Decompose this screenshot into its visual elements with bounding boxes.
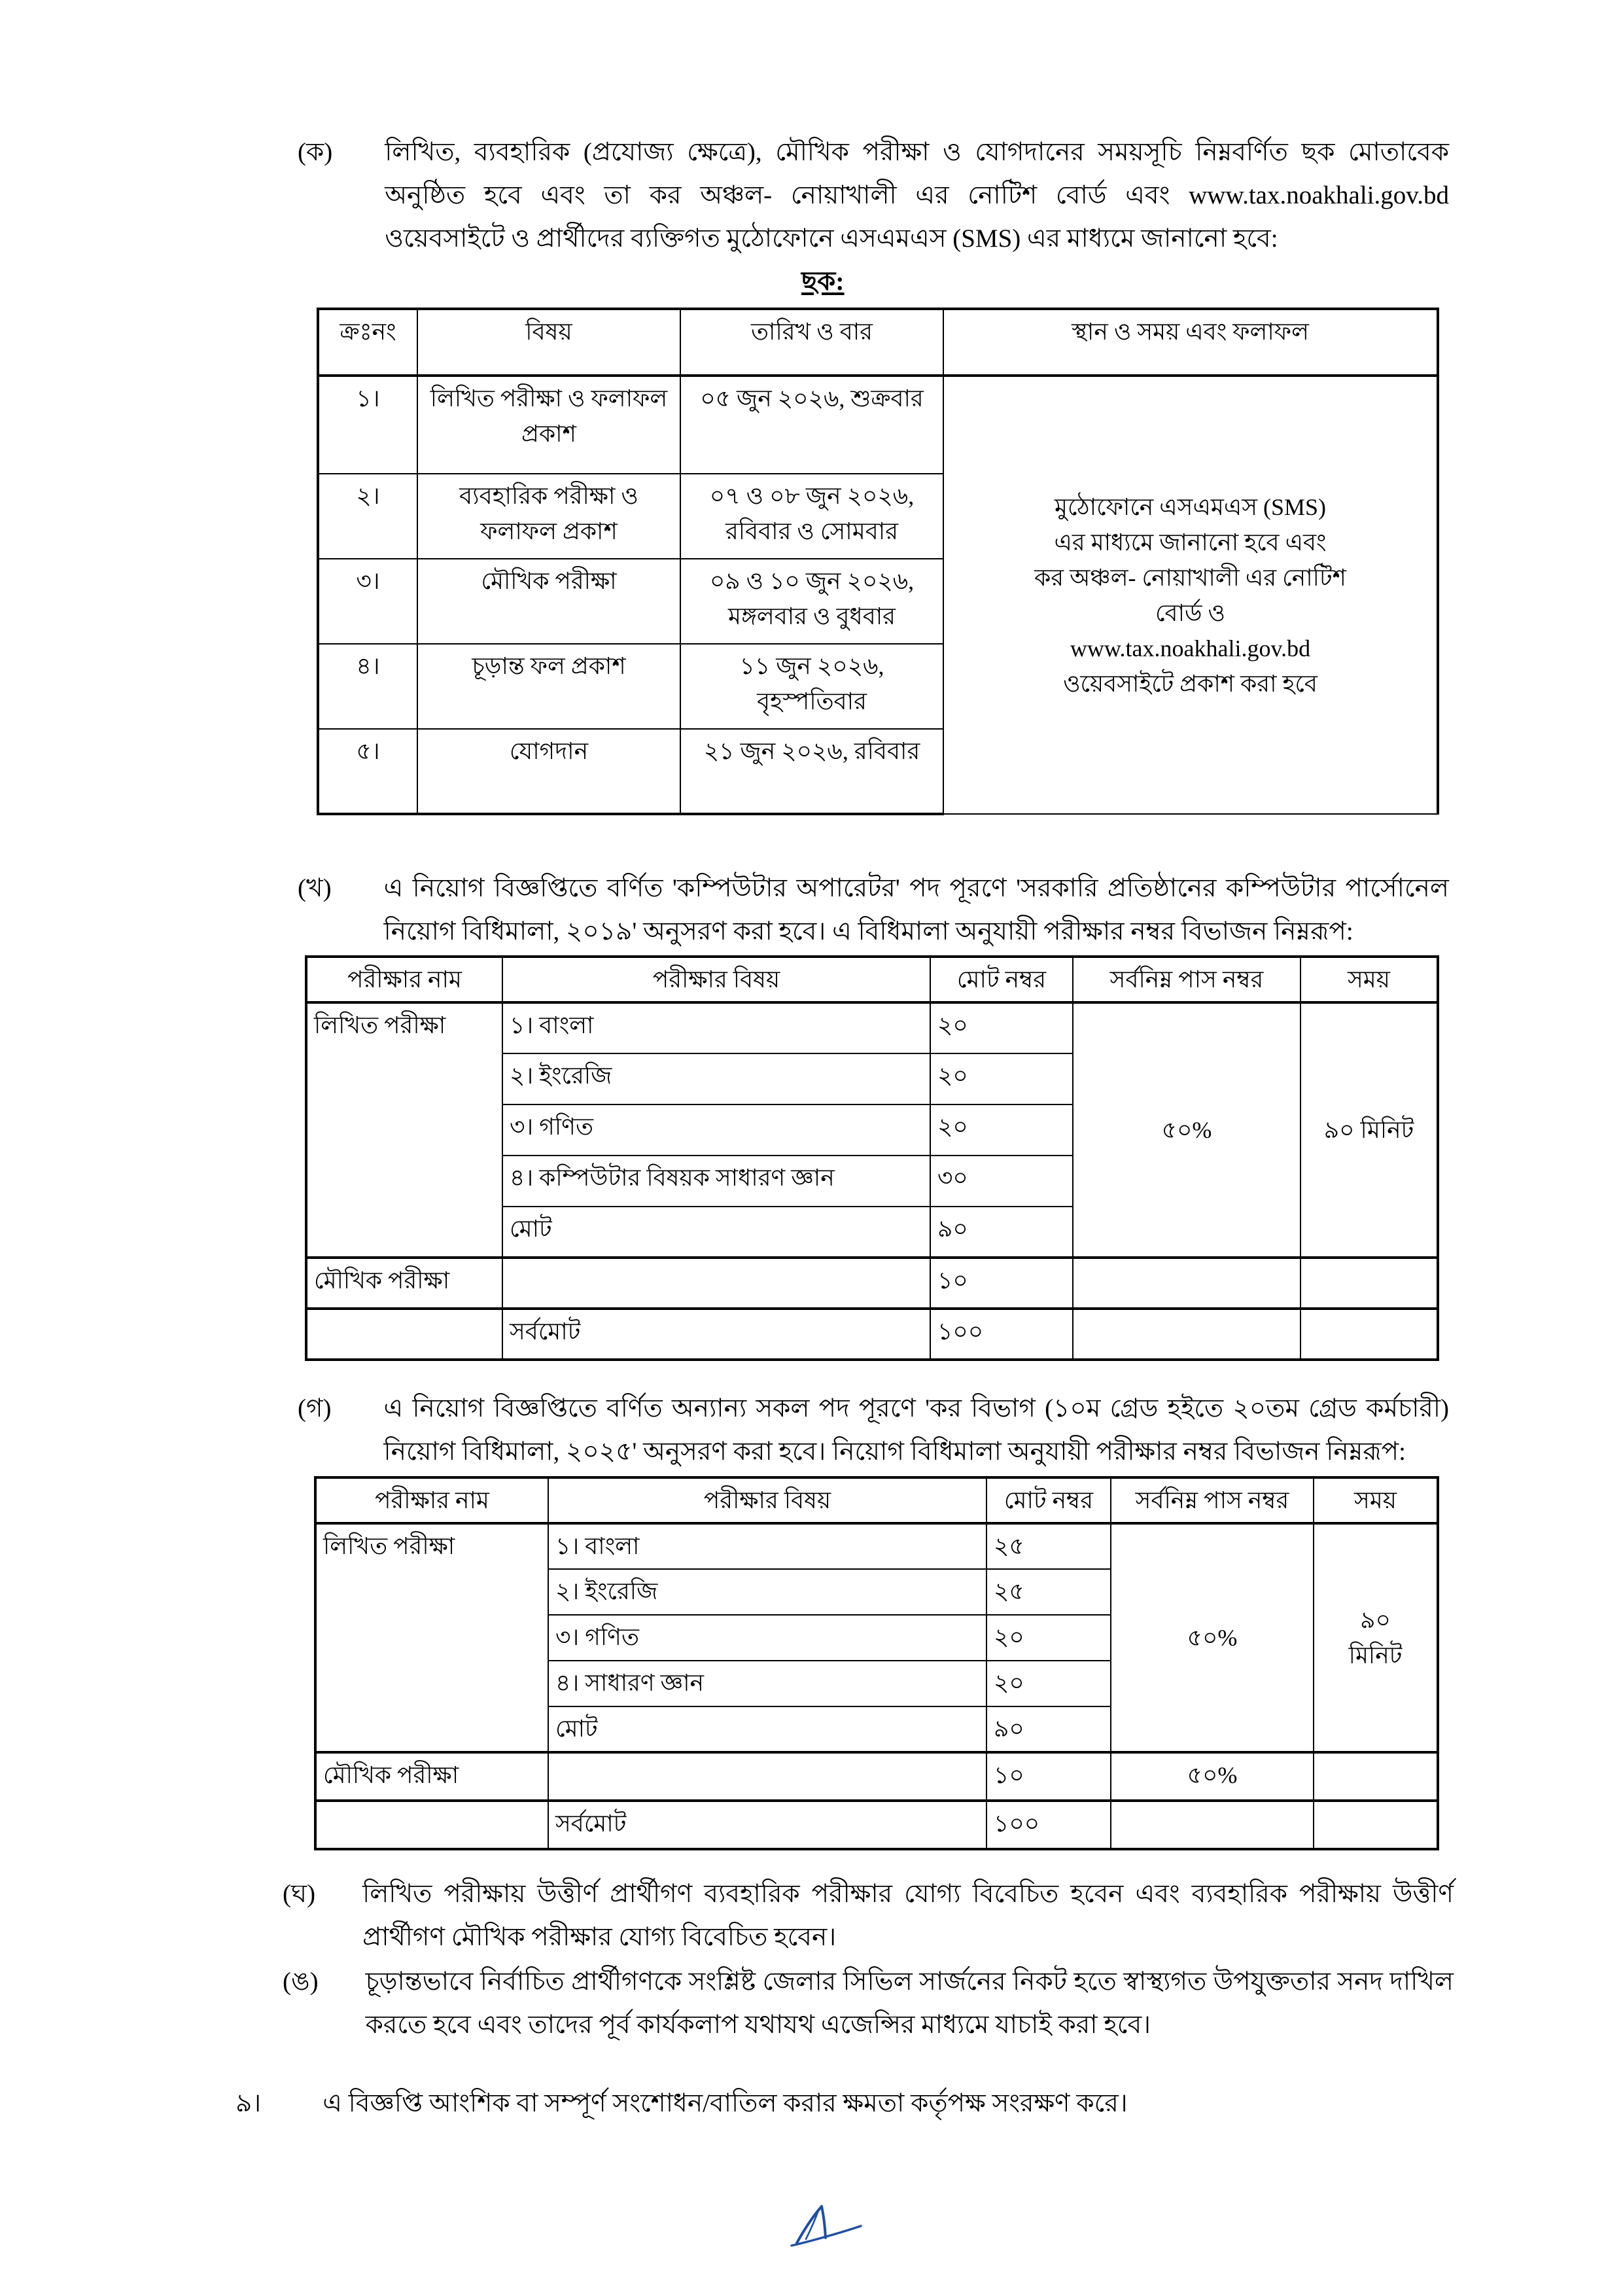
cell-pass-mark-written: ৫০%: [1073, 1002, 1300, 1258]
chart-caption: ছক:: [801, 266, 845, 296]
clause-ga-body: [384, 1387, 1449, 1474]
cell-grand-total-time: [1300, 1309, 1438, 1360]
cell-subject: ব্যবহারিক পরীক্ষা ও ফলাফল প্রকাশ: [417, 474, 680, 559]
clause-nine-body: [323, 2082, 1452, 2125]
table-row: [306, 1258, 1438, 1309]
table-marks-general-header-row: [315, 1477, 1438, 1523]
cell-marks-viva: ১০: [986, 1752, 1111, 1801]
clause-ka: [298, 131, 1449, 260]
cell-subject: ১। বাংলা: [502, 1002, 930, 1053]
cell-time-viva: [1314, 1752, 1438, 1801]
col-header-total-marks: মোট নম্বর: [986, 1477, 1111, 1523]
table-marks-general: [314, 1476, 1439, 1850]
cell-time-written: [1314, 1523, 1438, 1752]
clause-nine-marker: ৯।: [236, 2089, 262, 2117]
col-header-min-pass-marks: সর্বনিম্ন পাস নম্বর: [1111, 1477, 1314, 1523]
cell-subject: ৪। কম্পিউটার বিষয়ক সাধারণ জ্ঞান: [502, 1156, 930, 1207]
cell-marks: ৯০: [986, 1706, 1111, 1752]
time-written-line-2: মিনিট: [1348, 1642, 1403, 1669]
cell-subject-viva: [548, 1752, 986, 1801]
cell-grand-total-label: সর্বমোট: [502, 1309, 930, 1360]
col-header-serial: ক্রঃনং: [318, 309, 417, 376]
clause-ga: [298, 1387, 1449, 1474]
cell-subject: লিখিত পরীক্ষা ও ফলাফল প্রকাশ: [417, 376, 680, 474]
col-header-exam-name: পরীক্ষার নাম: [315, 1477, 548, 1523]
cell-exam-name-written: লিখিত পরীক্ষা: [306, 1002, 502, 1258]
clause-kha-line-1: এ নিয়োগ বিজ্ঞপ্তিতে বর্ণিত 'কম্পিউটার অপারেটর' পদ পূরণে 'সরকারি প্রতিষ্ঠানের কম্পিউটার পার্সোনেল: [383, 874, 1449, 902]
cell-pass-mark-viva: [1073, 1258, 1300, 1309]
cell-marks: ২০: [930, 1104, 1073, 1156]
table-schedule: [317, 308, 1439, 815]
cell-date: ২১ জুন ২০২৬, রবিবার: [680, 729, 943, 814]
cell-marks: ২৫: [986, 1569, 1111, 1615]
cell-serial: ৪।: [318, 644, 417, 729]
col-header-exam-subject: পরীক্ষার বিষয়: [548, 1477, 986, 1523]
cell-subject: ৪। সাধারণ জ্ঞান: [548, 1661, 986, 1706]
clause-gha-line-2: প্রার্থীগণ মৌখিক পরীক্ষার যোগ্য বিবেচিত হবেন।: [362, 1923, 837, 1951]
clause-ga-line-2: নিয়োগ বিধিমালা, ২০২৫' অনুসরণ করা হবে। নিয়োগ বিধিমালা অনুযায়ী পরীক্ষার নম্বর বিভাজন নিম্নরূপ:: [383, 1438, 1406, 1466]
cell-marks-viva: ১০: [930, 1258, 1073, 1309]
note-line-5-website: www.tax.noakhali.gov.bd: [1070, 635, 1311, 662]
note-line-2: এর মাধ্যমে জানানো হবে এবং: [1054, 529, 1327, 556]
clause-ka-marker: (ক): [298, 138, 333, 166]
cell-date: ০৭ ও ০৮ জুন ২০২৬, রবিবার ও সোমবার: [680, 474, 943, 559]
table-row: [318, 376, 1438, 474]
clause-kha-marker: (খ): [298, 874, 332, 902]
table-marks-computer: [305, 955, 1439, 1361]
clause-uo: [283, 1960, 1454, 2047]
clause-nine-line-1: এ বিজ্ঞপ্তি আংশিক বা সম্পূর্ণ সংশোধন/বাতিল করার ক্ষমতা কর্তৃপক্ষ সংরক্ষণ করে।: [323, 2089, 1128, 2117]
table-row: [306, 1309, 1438, 1360]
cell-time-viva: [1300, 1258, 1438, 1309]
cell-grand-total-time: [1314, 1801, 1438, 1849]
table-marks-computer-header-row: [306, 957, 1438, 1002]
cell-merged-note: [943, 376, 1438, 814]
cell-serial: ৩।: [318, 559, 417, 644]
cell-subject-viva: [502, 1258, 930, 1309]
col-header-min-pass-marks: সর্বনিম্ন পাস নম্বর: [1073, 957, 1300, 1002]
handwritten-signature: [746, 2185, 903, 2264]
clause-ka-body: [385, 131, 1449, 260]
table-row: [315, 1523, 1438, 1569]
time-written-line-1: ৯০: [1360, 1607, 1391, 1633]
clause-nine: [236, 2082, 1452, 2125]
cell-subject: মোট: [502, 1207, 930, 1258]
col-header-time: সময়: [1300, 957, 1438, 1002]
cell-subject: ২। ইংরেজি: [502, 1053, 930, 1104]
cell-subject: মৌখিক পরীক্ষা: [417, 559, 680, 644]
note-line-4: বোর্ড ও: [1155, 599, 1226, 626]
clause-ka-line-1: লিখিত, ব্যবহারিক (প্রযোজ্য ক্ষেত্রে), মৌখিক পরীক্ষা ও যোগদানের সময়সূচি নিম্নবর্ণিত ছক মোতাবেক: [385, 138, 1449, 166]
clause-gha-line-1: লিখিত পরীক্ষায় উত্তীর্ণ প্রার্থীগণ ব্যবহারিক পরীক্ষার যোগ্য বিবেচিত হবেন এবং ব্যবহারিক পরীক্ষায় উত্তীর্ণ: [362, 1880, 1454, 1908]
cell-subject: ৩। গণিত: [502, 1104, 930, 1156]
clause-kha: [298, 867, 1449, 953]
cell-marks: ২০: [930, 1053, 1073, 1104]
table-row: [306, 1002, 1438, 1053]
cell-exam-name-written: লিখিত পরীক্ষা: [315, 1523, 548, 1752]
clause-gha: [283, 1873, 1454, 1959]
cell-marks: ৩০: [930, 1156, 1073, 1207]
cell-subject: ৩। গণিত: [548, 1615, 986, 1661]
note-line-1: মুঠোফোনে এসএমএস (SMS): [1054, 493, 1327, 520]
cell-serial: ২।: [318, 474, 417, 559]
cell-exam-name-viva: মৌখিক পরীক্ষা: [315, 1752, 548, 1801]
clause-ga-line-1: এ নিয়োগ বিজ্ঞপ্তিতে বর্ণিত অন্যান্য সকল পদ পূরণে 'কর বিভাগ (১০ম গ্রেড হইতে ২০তম গ্রেড কর্মচারী): [383, 1394, 1449, 1422]
cell-pass-mark-viva: ৫০%: [1111, 1752, 1314, 1801]
table-row: [315, 1801, 1438, 1849]
cell-marks: ২০: [930, 1002, 1073, 1053]
cell-subject: যোগদান: [417, 729, 680, 814]
clause-uo-line-1: চূড়ান্তভাবে নির্বাচিত প্রার্থীগণকে সংশ্লিষ্ট জেলার সিভিল সার্জনের নিকট হতে স্বাস্থ্যগত উপযুক্ততার সনদ দাখিল: [365, 1968, 1454, 1996]
cell-serial: ৫।: [318, 729, 417, 814]
clause-uo-line-2: করতে হবে এবং তাদের পূর্ব কার্যকলাপ যথাযথ এজেন্সির মাধ্যমে যাচাই করা হবে।: [365, 2011, 1151, 2039]
cell-date: ০৯ ও ১০ জুন ২০২৬, মঙ্গলবার ও বুধবার: [680, 559, 943, 644]
cell-marks: ২৫: [986, 1523, 1111, 1569]
cell-marks: ২০: [986, 1661, 1111, 1706]
cell-grand-total-label: সর্বমোট: [548, 1801, 986, 1849]
cell-grand-total-blank: [315, 1801, 548, 1849]
clause-gha-body: [362, 1873, 1454, 1959]
col-header-exam-subject: পরীক্ষার বিষয়: [502, 957, 930, 1002]
cell-date: ১১ জুন ২০২৬, বৃহস্পতিবার: [680, 644, 943, 729]
clause-kha-line-2: নিয়োগ বিধিমালা, ২০১৯' অনুসরণ করা হবে। এ বিধিমালা অনুযায়ী পরীক্ষার নম্বর বিভাজন নিম্নরূপ:: [383, 917, 1353, 945]
col-header-exam-name: পরীক্ষার নাম: [306, 957, 502, 1002]
cell-marks: ৯০: [930, 1207, 1073, 1258]
cell-grand-total-pass: [1111, 1801, 1314, 1849]
cell-subject: চূড়ান্ত ফল প্রকাশ: [417, 644, 680, 729]
cell-grand-total-marks: ১০০: [986, 1801, 1111, 1849]
cell-exam-name-viva: মৌখিক পরীক্ষা: [306, 1258, 502, 1309]
note-line-6: ওয়েবসাইটে প্রকাশ করা হবে: [1063, 670, 1318, 697]
clause-uo-marker: (ঙ): [283, 1968, 319, 1996]
cell-subject: ২। ইংরেজি: [548, 1569, 986, 1615]
table-schedule-header-row: [318, 309, 1438, 376]
col-header-date: তারিখ ও বার: [680, 309, 943, 376]
cell-subject: মোট: [548, 1706, 986, 1752]
note-line-3: কর অঞ্চল- নোয়াখালী এর নোটিশ: [1034, 564, 1346, 591]
cell-serial: ১।: [318, 376, 417, 474]
col-header-subject: বিষয়: [417, 309, 680, 376]
col-header-time: সময়: [1314, 1477, 1438, 1523]
table-row: [315, 1752, 1438, 1801]
clause-uo-body: [366, 1960, 1454, 2047]
clause-gha-marker: (ঘ): [283, 1880, 316, 1908]
cell-subject: ১। বাংলা: [548, 1523, 986, 1569]
clause-ga-marker: (গ): [298, 1394, 332, 1422]
cell-grand-total-pass: [1073, 1309, 1300, 1360]
cell-grand-total-blank: [306, 1309, 502, 1360]
cell-pass-mark-written: ৫০%: [1111, 1523, 1314, 1752]
cell-time-written: ৯০ মিনিট: [1300, 1002, 1438, 1258]
cell-grand-total-marks: ১০০: [930, 1309, 1073, 1360]
col-header-total-marks: মোট নম্বর: [930, 957, 1073, 1002]
col-header-venue-result: স্থান ও সময় এবং ফলাফল: [943, 309, 1438, 376]
cell-date: ০৫ জুন ২০২৬, শুক্রবার: [680, 376, 943, 474]
clause-ka-line-3: ওয়েবসাইটে ও প্রার্থীদের ব্যক্তিগত মুঠোফোনে এসএমএস (SMS) এর মাধ্যমে জানানো হবে:: [385, 224, 1278, 253]
clause-kha-body: [384, 867, 1449, 953]
cell-marks: ২০: [986, 1615, 1111, 1661]
clause-ka-line-2: অনুষ্ঠিত হবে এবং তা কর অঞ্চল- নোয়াখালী এর নোটিশ বোর্ড এবং www.tax.noakhali.gov.bd: [385, 181, 1449, 209]
